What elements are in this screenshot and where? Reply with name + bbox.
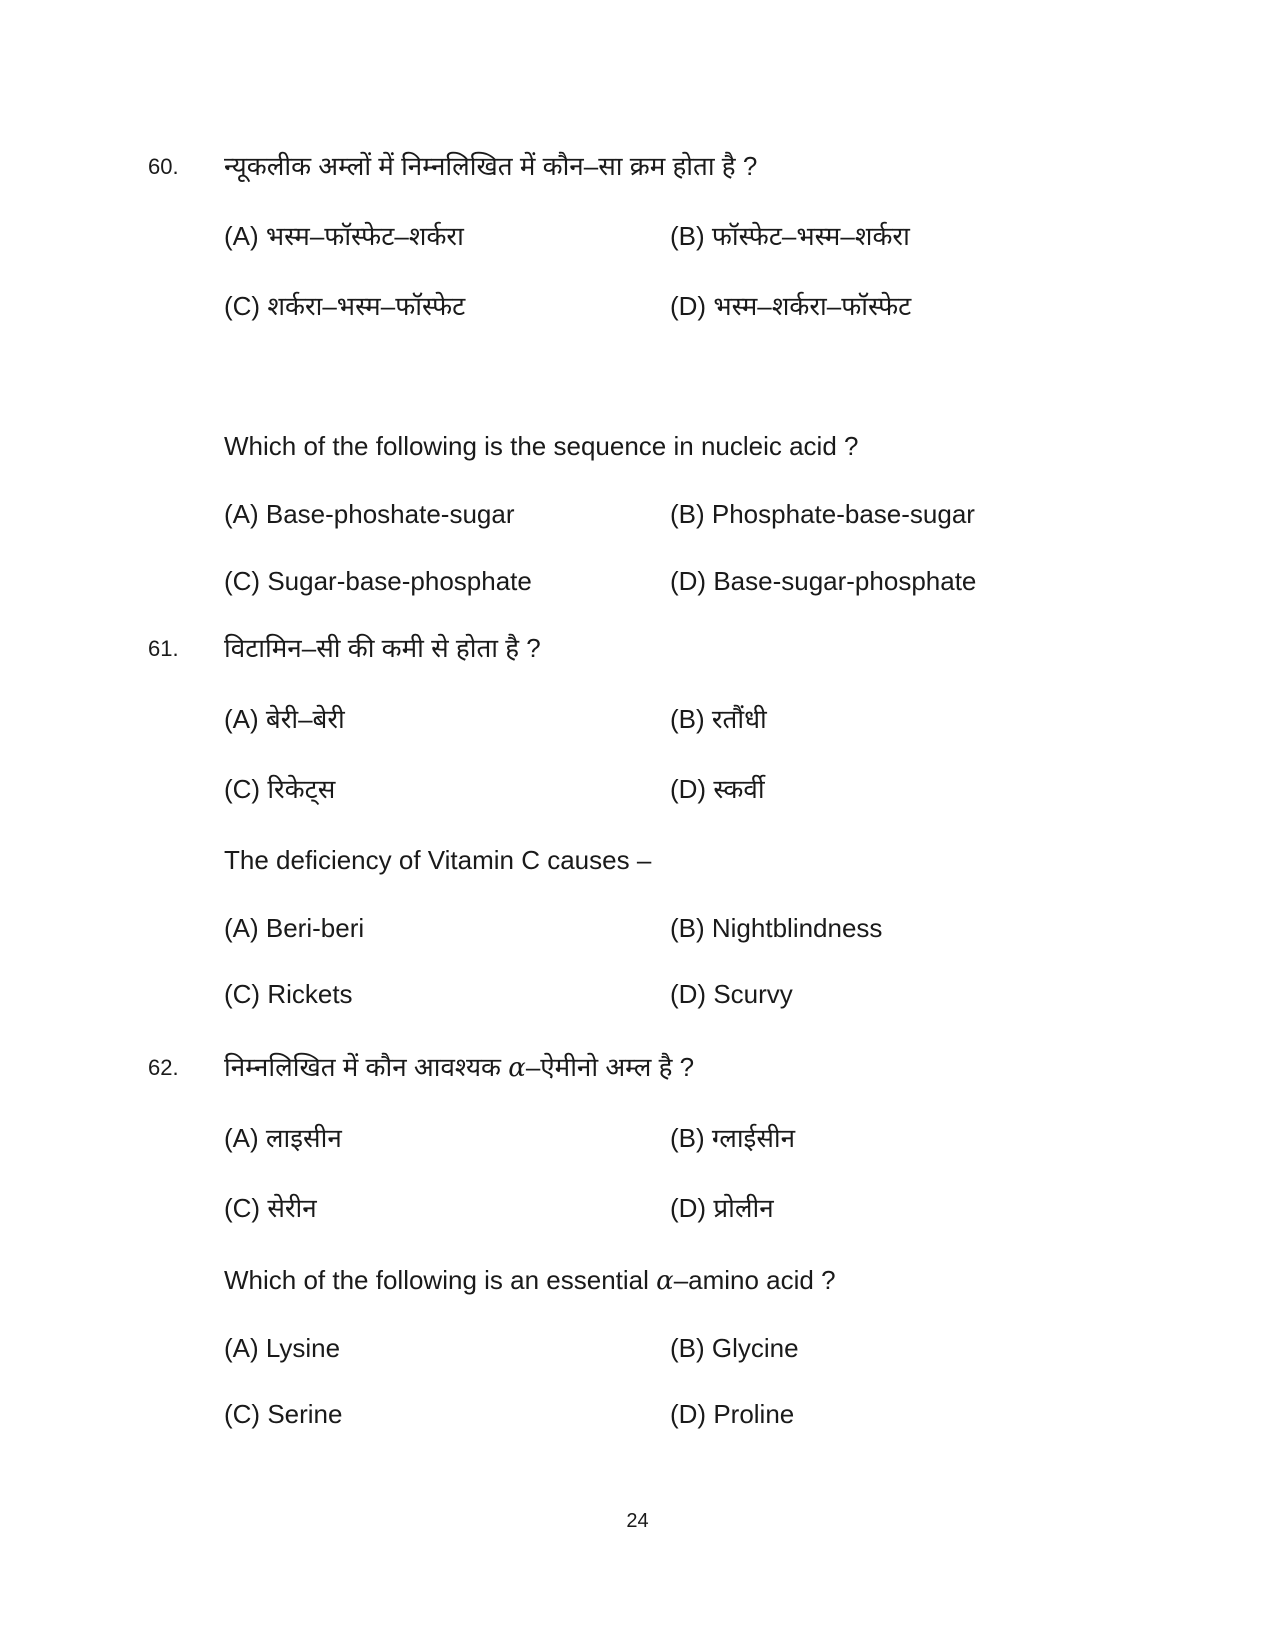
option-b-english: (B) Glycine	[670, 1333, 799, 1363]
option-a-english: (A) Base-phoshate-sugar	[224, 499, 515, 529]
question-stem-english: The deficiency of Vitamin C causes –	[224, 845, 652, 875]
option-d-hindi: (D) स्कर्वी	[670, 774, 765, 804]
stem-text: निम्नलिखित में कौन आवश्यक	[224, 1052, 509, 1082]
question-stem-english	[224, 1262, 836, 1299]
option-c-english: (C) Sugar-base-phosphate	[224, 566, 532, 596]
alpha-symbol: α	[656, 1266, 674, 1296]
question-number: 61.	[148, 636, 179, 661]
option-a-english: (A) Lysine	[224, 1333, 341, 1363]
option-a-english: (A) Beri-beri	[224, 913, 365, 943]
question-stem-hindi	[224, 1049, 694, 1086]
stem-text: Which of the following is an essential	[224, 1265, 657, 1295]
question-number: 60.	[148, 154, 179, 179]
option-c-english: (C) Rickets	[224, 979, 353, 1009]
option-c-hindi: (C) शर्करा–भस्म–फॉस्फेट	[224, 291, 466, 321]
alpha-symbol: α	[508, 1053, 526, 1083]
option-c-english: (C) Serine	[224, 1399, 343, 1429]
question-stem-hindi: विटामिन–सी की कमी से होता है ?	[224, 633, 541, 663]
option-b-hindi: (B) फॉस्फेट–भस्म–शर्करा	[670, 221, 910, 251]
question-number: 62.	[148, 1055, 179, 1080]
question-stem-english: Which of the following is the sequence in nucleic acid ?	[224, 431, 859, 461]
option-a-hindi: (A) बेरी–बेरी	[224, 704, 345, 734]
option-d-english: (D) Base-sugar-phosphate	[670, 566, 977, 596]
stem-text: –ऐमीनो अम्ल है ?	[525, 1052, 695, 1082]
option-c-hindi: (C) रिकेट्स	[224, 774, 336, 804]
stem-text: –amino acid ?	[673, 1265, 836, 1295]
option-b-english: (B) Nightblindness	[670, 913, 883, 943]
page-number: 24	[626, 1510, 649, 1532]
option-b-hindi: (B) ग्लाईसीन	[670, 1123, 796, 1153]
option-d-english: (D) Scurvy	[670, 979, 793, 1009]
option-d-hindi: (D) भस्म–शर्करा–फॉस्फेट	[670, 291, 912, 321]
option-d-english: (D) Proline	[670, 1399, 795, 1429]
option-b-english: (B) Phosphate-base-sugar	[670, 499, 975, 529]
question-stem-hindi: न्यूकलीक अम्लों में निम्नलिखित में कौन–सा क्रम होता है ?	[224, 151, 758, 181]
option-a-hindi: (A) लाइसीन	[224, 1123, 342, 1153]
option-b-hindi: (B) रतौंधी	[670, 704, 767, 734]
option-c-hindi: (C) सेरीन	[224, 1193, 317, 1223]
option-d-hindi: (D) प्रोलीन	[670, 1193, 774, 1223]
option-a-hindi: (A) भस्म–फॉस्फेट–शर्करा	[224, 221, 464, 251]
